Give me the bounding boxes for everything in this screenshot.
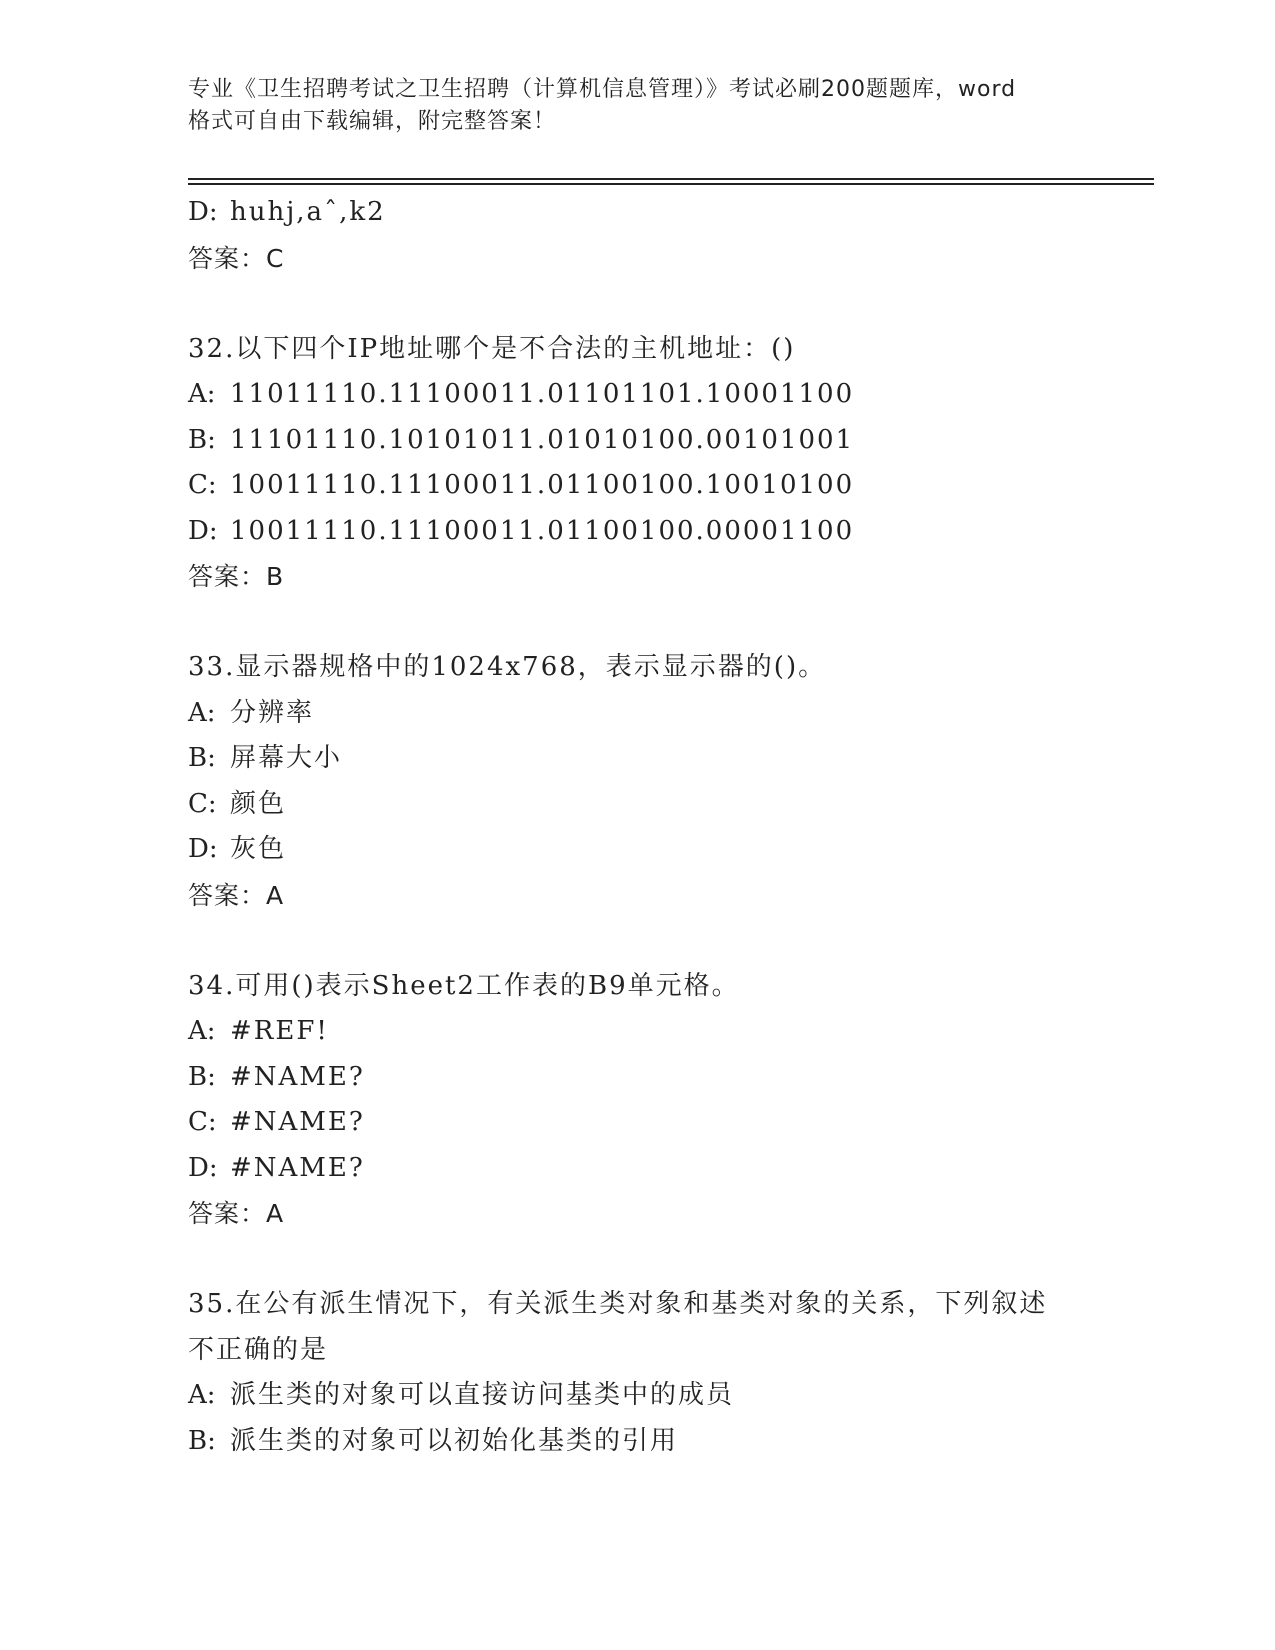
option-text: #NAME? — [230, 1107, 365, 1137]
option-d — [188, 827, 1154, 873]
option-label: A: — [188, 1016, 216, 1046]
option-text: 11011110.11100011.01101101.10001100 — [230, 379, 855, 409]
option-label: B: — [188, 1425, 216, 1456]
answer: 答案：B — [188, 562, 285, 591]
question-stem-line-2: 不正确的是 — [188, 1334, 329, 1365]
option-label: C: — [188, 788, 217, 819]
document-header — [188, 74, 1088, 138]
option-label: B: — [188, 1061, 216, 1092]
option-text: 派生类的对象可以初始化基类的引用 — [230, 1425, 679, 1456]
option-c — [188, 1100, 1154, 1146]
question-stem: 34.可用()表示Sheet2工作表的B9单元格。 — [188, 970, 740, 1001]
option-a — [188, 1009, 1154, 1055]
option-d — [188, 509, 1154, 555]
option-text: #REF! — [230, 1016, 329, 1046]
option-label: D: — [188, 834, 218, 864]
option-b — [188, 1055, 1154, 1101]
option-text: 派生类的对象可以直接访问基类中的成员 — [230, 1380, 735, 1410]
option-c — [188, 782, 1154, 828]
prev-answer: 答案：C — [188, 243, 285, 273]
option-text: 10011110.11100011.01100100.10010100 — [230, 470, 855, 500]
question-stem: 32.以下四个IP地址哪个是不合法的主机地址：() — [188, 333, 796, 364]
option-label: D: — [188, 515, 218, 546]
option-text: 11101110.10101011.01010100.00101001 — [230, 424, 855, 455]
option-text: 10011110.11100011.01100100.00001100 — [230, 515, 855, 546]
option-a — [188, 1373, 1154, 1419]
option-a — [188, 372, 1154, 418]
option-text: 屏幕大小 — [230, 743, 343, 773]
option-b — [188, 1419, 1154, 1465]
option-label: D: — [188, 1152, 218, 1183]
answer: 答案：A — [188, 1199, 285, 1228]
option-b — [188, 736, 1154, 782]
header-divider-top — [188, 178, 1154, 180]
option-text: #NAME? — [230, 1061, 365, 1092]
option-label: C: — [188, 1107, 217, 1137]
option-label: D: — [188, 197, 218, 227]
option-d — [188, 1146, 1154, 1192]
option-text: 灰色 — [230, 834, 287, 864]
option-text: #NAME? — [230, 1152, 365, 1183]
option-text: 分辨率 — [230, 697, 315, 728]
option-label: A: — [188, 1380, 216, 1410]
answer: 答案：A — [188, 880, 285, 910]
question-stem: 33.显示器规格中的1024x768，表示显示器的()。 — [188, 652, 827, 682]
option-label: C: — [188, 470, 217, 500]
header-line-2: 格式可自由下载编辑，附完整答案！ — [188, 109, 557, 134]
option-label: A: — [188, 697, 216, 728]
option-text: huhj,aˆ,k2 — [230, 197, 386, 227]
option-label: A: — [188, 379, 216, 409]
prev-option-d — [188, 190, 1154, 236]
option-a — [188, 691, 1154, 737]
option-text: 颜色 — [230, 788, 287, 819]
header-line-1: 专业《卫生招聘考试之卫生招聘（计算机信息管理）》考试必刷200题题库，word — [188, 77, 1017, 102]
question-stem-line-1: 35.在公有派生情况下，有关派生类对象和基类对象的关系，下列叙述 — [188, 1289, 1048, 1319]
option-label: B: — [188, 743, 216, 773]
option-b — [188, 418, 1154, 464]
option-c — [188, 463, 1154, 509]
question-list — [188, 190, 1154, 1464]
option-label: B: — [188, 424, 216, 455]
header-divider-bottom — [188, 183, 1154, 185]
